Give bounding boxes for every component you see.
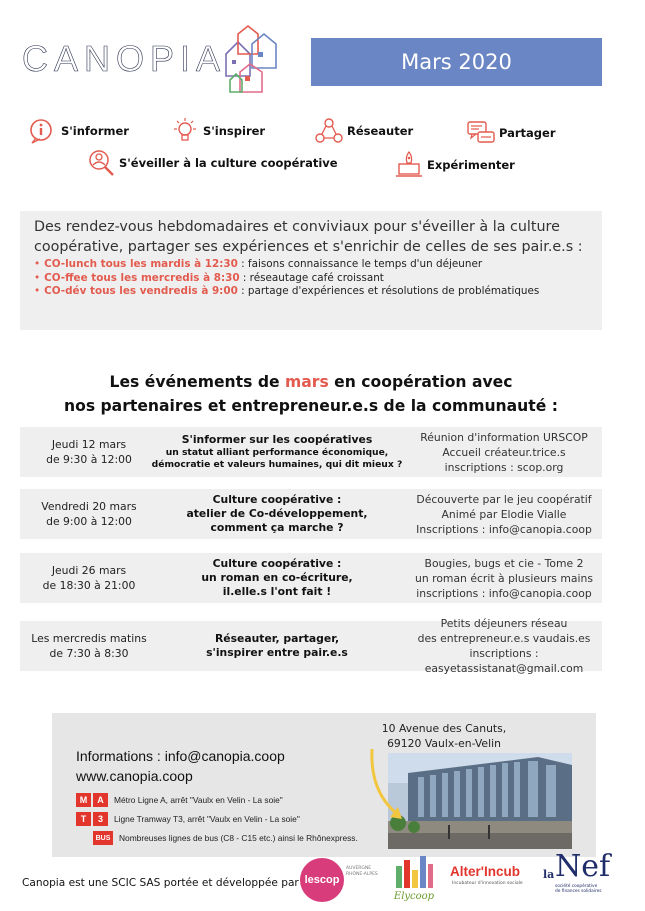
tram-t-icon: T <box>76 812 91 826</box>
event-title-line: il.elle.s l'ont fait ! <box>222 585 332 598</box>
pillar-experimenter <box>394 150 515 180</box>
event-time: de 9:00 à 12:00 <box>46 515 132 528</box>
arrow-icon <box>366 747 406 823</box>
heading-month: mars <box>285 373 329 391</box>
transport-tram <box>76 812 300 826</box>
event-day: Vendredi 20 mars <box>41 500 137 513</box>
address-line: 69120 Vaulx-en-Velin <box>387 737 501 750</box>
event-info <box>406 617 602 675</box>
events-heading-line2: nos partenaires et entrepreneur.e.s de la communauté : <box>64 397 558 415</box>
speech-bubbles-icon <box>466 118 496 148</box>
event-title-line: atelier de Co-développement, <box>186 507 368 520</box>
heading-part: Les événements de <box>109 373 285 391</box>
event-info-line: Petits déjeuners réseau <box>440 617 568 630</box>
list-item-highlight: CO-lunch tous les mardis à 12:30 <box>44 258 238 270</box>
event-row <box>20 617 602 675</box>
address-line: 10 Avenue des Canuts, <box>381 722 507 735</box>
transport-text: Nombreuses lignes de bus (C8 - C15 etc.) ainsi le Rhônexpress. <box>119 833 358 843</box>
event-title-line: Culture coopérative : <box>212 493 342 506</box>
list-item <box>34 272 588 286</box>
list-item <box>34 285 588 299</box>
altercub-logo: Alter'Incub <box>450 864 520 879</box>
transport-text: Ligne Tramway T3, arrêt "Vaulx en Velin - La soie" <box>114 814 300 824</box>
list-item <box>34 258 588 272</box>
pillar-inspirer <box>170 116 265 146</box>
intro-box <box>20 211 602 330</box>
altercub-subtitle: Incubateur d'innovation sociale <box>452 881 523 886</box>
event-info-line: inscriptions : scop.org <box>444 460 564 474</box>
event-title <box>142 553 412 603</box>
elycoop-label: Elycoop <box>393 891 435 902</box>
event-info-line: Accueil créateur.trice.s <box>442 445 566 459</box>
lanef-subtitle: société coopérative de finances solidaires <box>555 884 602 894</box>
bus-icon: BUS <box>93 831 113 845</box>
lescop-logo-text: lescop <box>304 873 340 886</box>
event-title-line: Culture coopérative : <box>212 557 342 570</box>
pillar-reseauter <box>314 116 413 146</box>
event-day: Jeudi 26 mars <box>51 564 127 577</box>
month-banner: Mars 2020 <box>311 38 602 86</box>
transport-bus <box>76 831 358 845</box>
list-item-text: : réseautage café croissant <box>239 271 384 284</box>
events-heading-line1 <box>20 370 602 394</box>
event-title <box>142 621 412 671</box>
events-heading <box>20 370 602 418</box>
event-date <box>20 553 158 603</box>
lescop-region-text: AUVERGNE RHÔNE-ALPES <box>346 866 378 877</box>
event-day: Jeudi 12 mars <box>51 438 127 451</box>
transport-text: Métro Ligne A, arrêt "Vaulx en Velin - La soie" <box>114 795 283 805</box>
network-icon <box>314 116 344 146</box>
event-row <box>20 427 602 477</box>
event-subtitle-line: démocratie et valeurs humaines, qui dit mieux ? <box>151 459 403 470</box>
event-row <box>20 489 602 539</box>
event-info-line: des entrepreneur.e.s vaudais.es <box>417 632 591 645</box>
event-date <box>20 621 158 671</box>
event-time: de 7:30 à 8:30 <box>49 647 129 660</box>
pillar-label: S'informer <box>61 124 129 138</box>
laptop-rocket-icon <box>394 150 424 180</box>
event-info-line: Réunion d'information URSCOP <box>420 430 588 444</box>
event-info <box>406 553 602 603</box>
event-info-line: Inscriptions : info@canopia.coop <box>416 522 592 536</box>
lanef-la: la <box>543 868 555 881</box>
event-info-line: Animé par Elodie Vialle <box>441 507 567 521</box>
heading-part: en coopération avec <box>328 373 513 391</box>
lanef-logo <box>541 849 611 904</box>
person-magnifier-icon <box>86 148 116 178</box>
bullet-icon: • <box>34 258 41 270</box>
tram-line-3-icon: 3 <box>93 812 108 826</box>
pillar-label: S'éveiller à la culture coopérative <box>119 156 338 170</box>
event-title-line: comment ça marche ? <box>210 521 344 534</box>
canopia-logo-text: CANOPIA <box>22 38 227 79</box>
event-title <box>142 489 412 539</box>
pillar-label: S'inspirer <box>203 124 266 138</box>
event-info <box>406 489 602 539</box>
pillar-label: Réseauter <box>347 124 414 138</box>
transport-metro <box>76 793 283 807</box>
website-link[interactable]: www.canopia.coop <box>76 768 193 784</box>
event-time: de 9:30 à 12:00 <box>46 453 132 466</box>
pillar-label: Expérimenter <box>427 158 515 172</box>
event-time: de 18:30 à 21:00 <box>42 579 136 592</box>
list-item-highlight: CO-dév tous les vendredis à 9:00 <box>44 285 238 297</box>
pillar-eveiller <box>86 148 338 178</box>
lightbulb-icon <box>170 116 200 146</box>
pillar-partager <box>466 118 556 148</box>
event-title-line: un roman en co-écriture, <box>201 571 353 584</box>
event-info-line: inscriptions : info@canopia.coop <box>416 586 592 600</box>
metro-m-icon: M <box>76 793 91 807</box>
building-photo <box>388 753 572 849</box>
lescop-logo <box>300 858 344 902</box>
list-item-text: : faisons connaissance le temps d'un déjeuner <box>237 258 483 270</box>
contact-box <box>52 713 596 857</box>
event-info-line: un roman écrit à plusieurs mains <box>415 571 593 585</box>
pillar-label: Partager <box>499 126 556 140</box>
bullet-icon: • <box>34 285 41 297</box>
contact-email-line: Informations : info@canopia.coop <box>76 748 285 764</box>
list-item-text: : partage d'expériences et résolutions de problématiques <box>237 285 540 297</box>
event-day: Les mercredis matins <box>31 632 147 645</box>
bullet-icon: • <box>34 271 41 284</box>
event-subtitle-line: un statut alliant performance économique, <box>165 447 389 458</box>
elycoop-logo <box>388 856 440 902</box>
event-date <box>20 489 158 539</box>
canopia-houses-logo-icon <box>218 24 278 94</box>
list-item-highlight: CO-ffee tous les mercredis à 8:30 <box>44 271 240 284</box>
metro-line-a-icon: A <box>93 793 108 807</box>
elycoop-bars-icon <box>394 856 434 888</box>
intro-lead: Des rendez-vous hebdomadaires et conviviaux pour s'éveiller à la culture coopérative, partager ses expériences et s'enrichir de celles de ses pair.e.s : <box>34 219 583 255</box>
pillar-informer <box>28 116 129 146</box>
event-date <box>20 427 158 477</box>
event-info-line: Découverte par le jeu coopératif <box>416 492 592 506</box>
lanef-word: Nef <box>555 849 611 884</box>
event-row <box>20 553 602 603</box>
footer-text: Canopia est une SCIC SAS portée et développée par <box>22 877 299 889</box>
event-info-line: inscriptions : easyetassistanat@gmail.com <box>424 647 584 675</box>
event-title-line: Réseauter, partager, <box>214 632 340 645</box>
event-title-line: S'informer sur les coopératives <box>181 433 373 446</box>
event-info-line: Bougies, bugs et cie - Tome 2 <box>424 556 584 570</box>
event-title-line: s'inspirer entre pair.e.s <box>206 646 348 659</box>
event-info <box>406 427 602 477</box>
intro-list <box>34 258 588 299</box>
info-icon <box>28 116 58 146</box>
event-title <box>142 427 412 477</box>
